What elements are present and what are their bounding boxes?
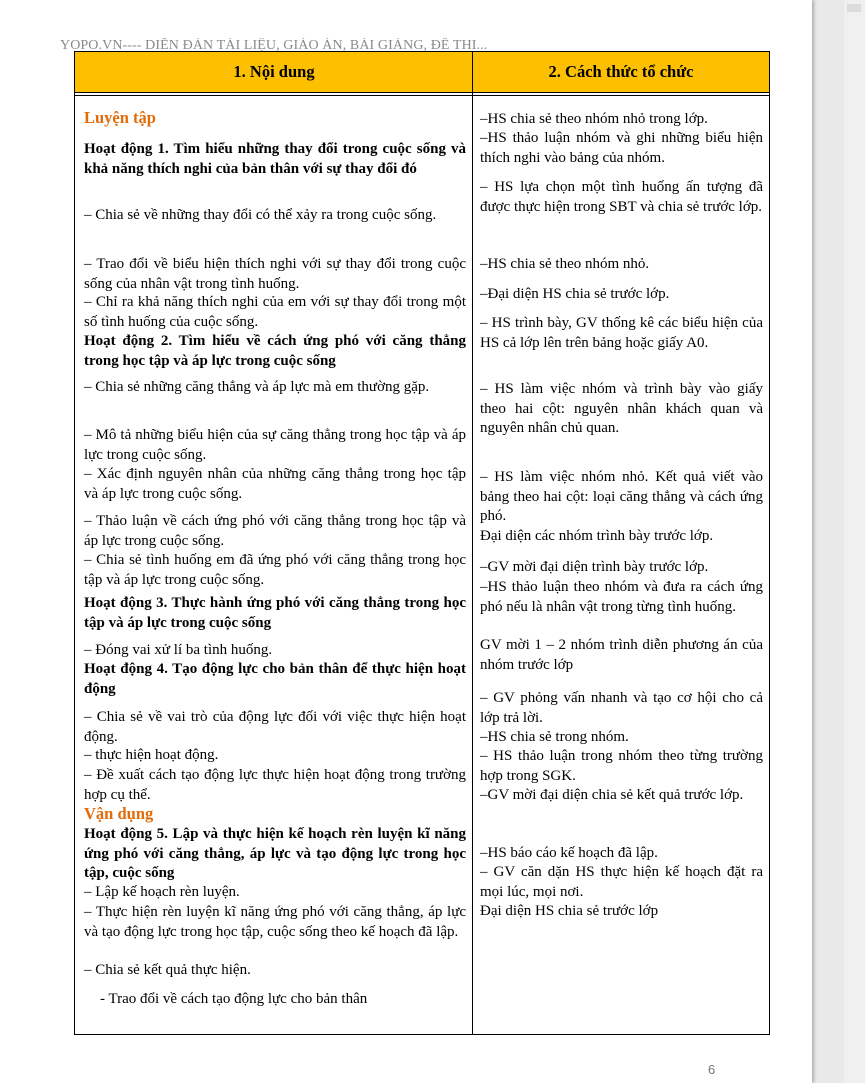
col2-header: 2. Cách thức tổ chức	[548, 62, 694, 81]
column-divider	[472, 52, 473, 1034]
activity-3-item: – Đóng vai xử lí ba tình huống.	[84, 642, 273, 658]
method-item: –Đại diện HS chia sẻ trước lớp.	[480, 286, 670, 302]
method-item: –HS chia sẻ theo nhóm nhỏ.	[480, 256, 650, 272]
activity-2-item: – Chia sẻ tình huống em đã ứng phó với căng thẳng trong học tập và áp lực trong cuộc sống.	[84, 552, 466, 588]
activity-4-title: Hoạt động 4. Tạo động lực cho bản thân để thực hiện hoạt động	[84, 661, 466, 697]
method-item: –HS báo cáo kế hoạch đã lập.	[480, 845, 658, 861]
method-item: – GV căn dặn HS thực hiện kế hoạch đặt ra mọi lúc, mọi nơi.	[480, 864, 763, 900]
activity-5-item: – Thực hiện rèn luyện kĩ năng ứng phó với căng thẳng, áp lực và tạo động lực trong học tập, cuộc sống theo kế hoạch đã lập.	[84, 904, 466, 940]
activity-2-item: – Thảo luận về cách ứng phó với căng thẳng trong học tập và áp lực trong cuộc sống.	[84, 513, 466, 549]
method-item: – HS làm việc nhóm nhỏ. Kết quả viết vào bảng theo hai cột: loại căng thẳng và cách ứng phó.	[480, 469, 763, 524]
method-item: – HS làm việc nhóm và trình bày vào giấy theo hai cột: nguyên nhân khách quan và nguyên nhân chủ quan.	[480, 381, 763, 436]
method-item: –HS chia sẻ theo nhóm nhỏ trong lớp.	[480, 111, 708, 127]
scrollbar[interactable]	[844, 0, 865, 1083]
activity-1-title: Hoạt động 1. Tìm hiểu những thay đổi trong cuộc sống và khả năng thích nghi của bản thân với sự thay đổi đó	[84, 141, 466, 177]
method-item: – HS thảo luận trong nhóm theo từng trường hợp trong SGK.	[480, 748, 763, 784]
page-number: 6	[708, 1062, 716, 1077]
activity-2-item: – Xác định nguyên nhân của những căng thẳng trong học tập và áp lực trong cuộc sống.	[84, 466, 466, 502]
activity-3-title: Hoạt động 3. Thực hành ứng phó với căng thẳng trong học tập và áp lực trong cuộc sống	[84, 595, 466, 631]
section-luyen-tap: Luyện tập	[84, 108, 156, 127]
section-van-dung: Vận dụng	[84, 804, 154, 823]
method-item: –GV mời đại diện chia sẻ kết quả trước lớp.	[480, 787, 744, 803]
header-spacer-row	[75, 92, 769, 96]
activity-4-item: – Đề xuất cách tạo động lực thực hiện hoạt động trong trường hợp cụ thể.	[84, 767, 466, 803]
activity-1-item: – Trao đổi về biểu hiện thích nghi với sự thay đổi trong cuộc sống của nhân vật trong tình huống.	[84, 256, 466, 292]
method-item: –HS chia sẻ trong nhóm.	[480, 729, 629, 745]
method-item: –GV mời đại diện trình bày trước lớp.	[480, 559, 709, 575]
activity-5-item: – Chia sẻ kết quả thực hiện.	[84, 962, 251, 978]
method-item: Đại diện các nhóm trình bày trước lớp.	[480, 528, 714, 544]
activity-5-item: – Lập kế hoạch rèn luyện.	[84, 884, 240, 900]
page-header: YOPO.VN---- DIỄN ĐÀN TÀI LIỆU, GIÁO ÁN, BÀI GIẢNG, ĐỀ THI...	[60, 38, 488, 52]
activity-2-item: – Mô tả những biểu hiện của sự căng thẳng trong học tập và áp lực trong cuộc sống.	[84, 427, 466, 463]
col1-header: 1. Nội dung	[233, 62, 315, 81]
method-item: GV mời 1 – 2 nhóm trình diễn phương án của nhóm trước lớp	[480, 637, 763, 673]
activity-1-item: – Chia sẻ về những thay đổi có thể xảy ra trong cuộc sống.	[84, 207, 437, 223]
method-item: Đại diện HS chia sẻ trước lớp	[480, 903, 659, 919]
method-item: –HS thảo luận theo nhóm và đưa ra cách ứng phó nếu là nhân vật trong từng tình huống.	[480, 579, 763, 615]
activity-1-item: – Chỉ ra khả năng thích nghi của em với sự thay đổi trong một số tình huống của cuộc sống.	[84, 294, 466, 330]
activity-2-item: – Chia sẻ những căng thẳng và áp lực mà em thường gặp.	[84, 379, 430, 395]
activity-5-item: - Trao đổi về cách tạo động lực cho bản thân	[100, 991, 368, 1007]
scroll-thumb[interactable]	[847, 4, 861, 12]
activity-5-title: Hoạt động 5. Lập và thực hiện kế hoạch rèn luyện kĩ năng ứng phó với căng thẳng, áp lực và tạo động lực trong học tập, cuộc sống	[84, 826, 466, 881]
table-header-row	[75, 52, 769, 93]
method-item: – HS trình bày, GV thống kê các biểu hiện của HS cả lớp lên trên bảng hoặc giấy A0.	[480, 315, 763, 351]
activity-2-title: Hoạt động 2. Tìm hiểu về cách ứng phó với căng thẳng trong học tập và áp lực trong cuộc sống	[84, 333, 466, 369]
activity-4-item: – Chia sẻ về vai trò của động lực đối với việc thực hiện hoạt động.	[84, 709, 466, 745]
method-item: – GV phỏng vấn nhanh và tạo cơ hội cho cả lớp trả lời.	[480, 690, 763, 726]
activity-4-item: – thực hiện hoạt động.	[84, 747, 219, 763]
method-item: – HS lựa chọn một tình huống ấn tượng đã được thực hiện trong SBT và chia sẻ trước lớp.	[480, 179, 763, 215]
method-item: –HS thảo luận nhóm và ghi những biểu hiện thích nghi vào bảng của nhóm.	[480, 130, 763, 166]
